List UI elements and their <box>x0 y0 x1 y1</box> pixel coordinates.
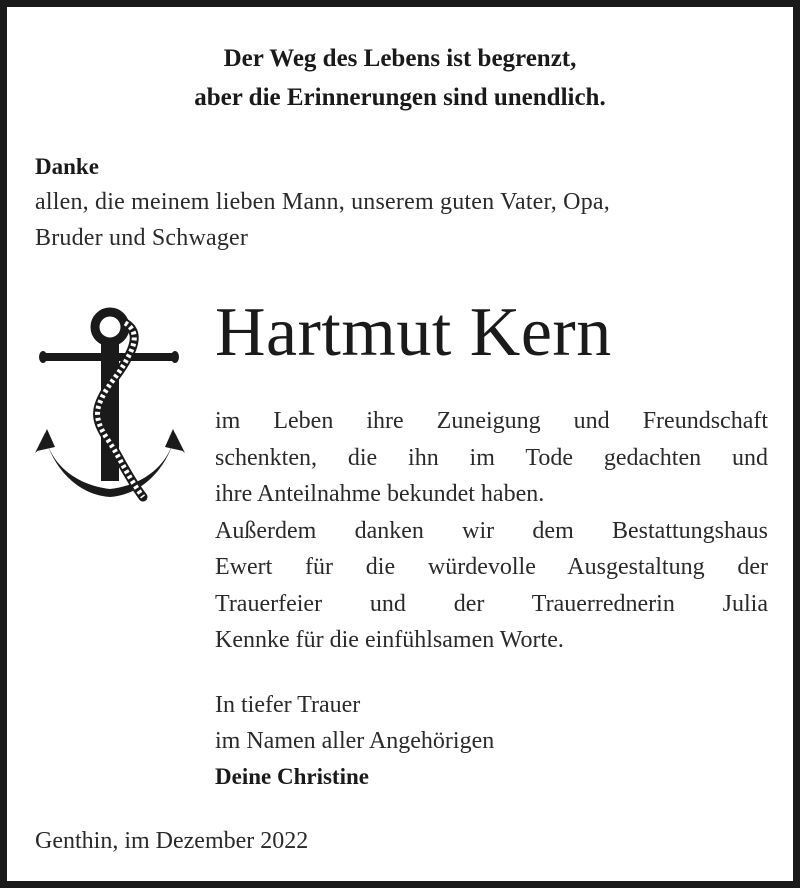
signoff-line-2: im Namen aller Angehörigen <box>215 728 495 754</box>
body-line: im Leben ihre Zuneigung und Freundschaft <box>215 408 768 434</box>
thanks-body <box>215 403 768 659</box>
body-line: Trauerfeier und der Trauerrednerin Julia <box>215 590 768 617</box>
thanks-heading: Danke <box>35 154 99 179</box>
body-line: Kennke für die einfühlsamen Worte. <box>215 627 564 653</box>
motto-line-1: Der Weg des Lebens ist begrenzt, <box>223 45 577 72</box>
signoff-line-1: In tiefer Trauer <box>215 692 361 718</box>
signer-name: Deine Christine <box>215 764 369 789</box>
body-line: Außerdem danken wir dem Bestattungshaus <box>215 517 768 544</box>
body-line: Ewert für die würdevolle Ausgestaltung der <box>215 554 768 580</box>
motto <box>7 39 793 117</box>
deceased-name: Hartmut Kern <box>215 294 612 371</box>
thanks-line-1: allen, die meinem lieben Mann, unserem guten Vater, Opa, <box>35 189 610 215</box>
signoff <box>215 687 494 795</box>
anchor-icon <box>35 301 185 513</box>
body-line: ihre Anteilnahme bekundet haben. <box>215 481 545 507</box>
motto-line-2: aber die Erinnerungen sind unendlich. <box>194 84 606 111</box>
thanks-line-2: Bruder und Schwager <box>35 225 249 251</box>
body-line: schenkten, die ihn im Tode gedachten und <box>215 444 768 471</box>
place-date: Genthin, im Dezember 2022 <box>35 828 309 854</box>
thanks-intro <box>35 150 775 256</box>
